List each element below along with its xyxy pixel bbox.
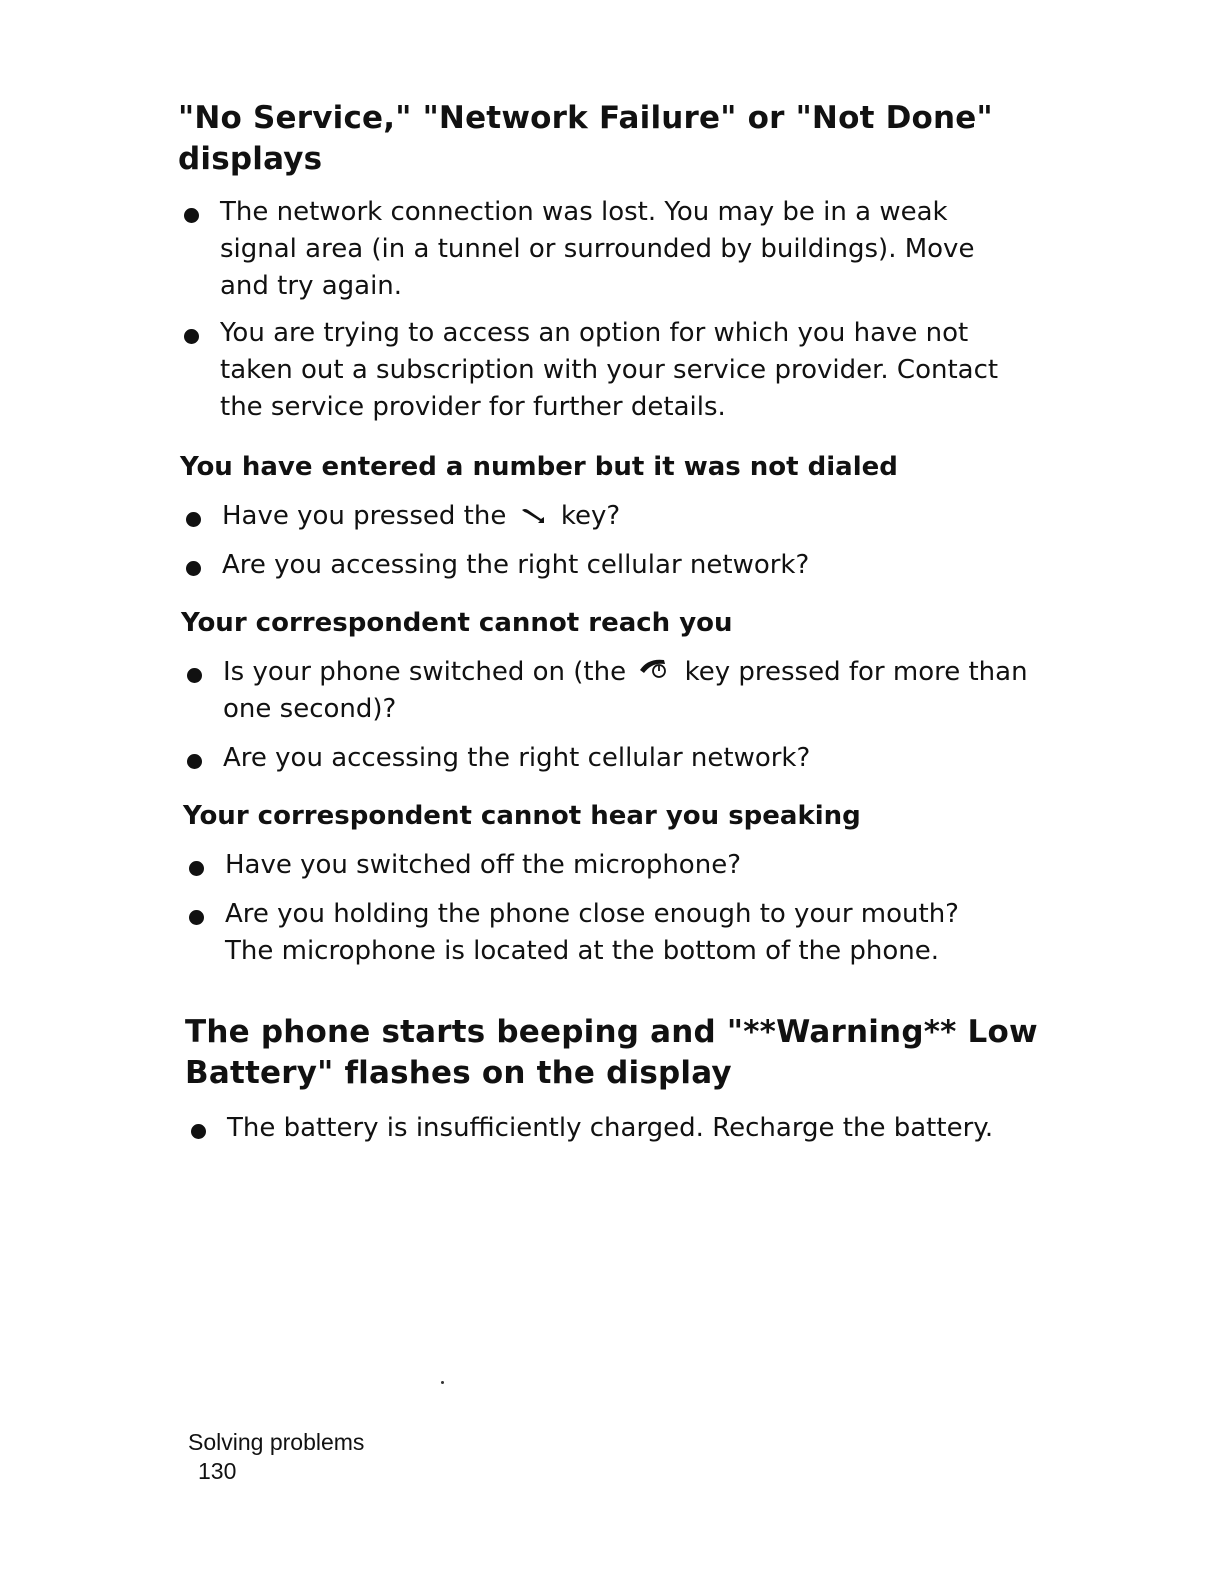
bullet-list <box>183 847 1043 970</box>
section-heading: Your correspondent cannot hear you speaking <box>183 801 861 831</box>
power-key-icon <box>638 654 672 691</box>
section-heading: Your correspondent cannot reach you <box>181 608 733 638</box>
section-heading: The phone starts beeping and "**Warning** Low Battery" flashes on the display <box>185 1014 1038 1091</box>
list-item-text: The network connection was lost. You may be in a weak signal area (in a tunnel or surrounded by buildings). Move and try again. <box>220 197 975 301</box>
list-item-text: Are you accessing the right cellular network? <box>223 743 811 773</box>
page-number: 130 <box>198 1458 237 1484</box>
section-low-battery <box>185 1012 1045 1147</box>
section-cannot-reach <box>181 606 1041 777</box>
bullet-icon <box>186 512 201 527</box>
list-item <box>183 896 1043 970</box>
section-cannot-hear <box>183 799 1043 970</box>
list-item <box>183 847 1043 884</box>
footer-section-name: Solving problems <box>188 1429 365 1455</box>
bullet-icon <box>184 329 199 344</box>
bullet-icon <box>186 561 201 576</box>
section-heading: You have entered a number but it was not dialed <box>180 452 898 482</box>
list-item <box>185 1110 1045 1147</box>
bullet-list <box>180 498 1040 584</box>
list-item <box>181 740 1041 777</box>
bullet-list <box>185 1110 1045 1147</box>
list-item-text-before: Have you pressed the <box>222 501 507 531</box>
list-item <box>178 315 1038 426</box>
bullet-icon <box>189 910 204 925</box>
bullet-icon <box>187 754 202 769</box>
bullet-list <box>181 654 1041 777</box>
scan-artifact <box>441 1381 444 1384</box>
send-key-icon <box>519 498 549 535</box>
list-item-text: Have you switched off the microphone? <box>225 850 741 880</box>
list-item-text: The battery is insufficiently charged. Recharge the battery. <box>227 1113 994 1143</box>
bullet-icon <box>189 861 204 876</box>
list-item-text: Are you holding the phone close enough to your mouth? The microphone is located at the bottom of the phone. <box>225 899 959 966</box>
bullet-icon <box>187 668 202 683</box>
section-heading: "No Service," "Network Failure" or "Not Done" displays <box>178 100 993 177</box>
section-number-not-dialed <box>180 450 1040 584</box>
list-item-text: You are trying to access an option for which you have not taken out a subscription with your service provider. Contact the service provider for further details. <box>220 318 999 422</box>
list-item-text-after: key? <box>560 501 621 531</box>
bullet-icon <box>191 1124 206 1139</box>
list-item-text-before: Is your phone switched on (the <box>223 657 627 687</box>
page-footer <box>188 1428 364 1486</box>
list-item <box>178 194 1038 305</box>
bullet-list <box>178 194 1038 426</box>
list-item <box>180 547 1040 584</box>
list-item-text: Are you accessing the right cellular network? <box>222 550 810 580</box>
bullet-icon <box>184 208 199 223</box>
list-item <box>181 654 1041 728</box>
list-item-text-after: key pressed for more than one second)? <box>223 657 1028 724</box>
list-item <box>180 498 1040 535</box>
section-no-service <box>178 98 1038 426</box>
